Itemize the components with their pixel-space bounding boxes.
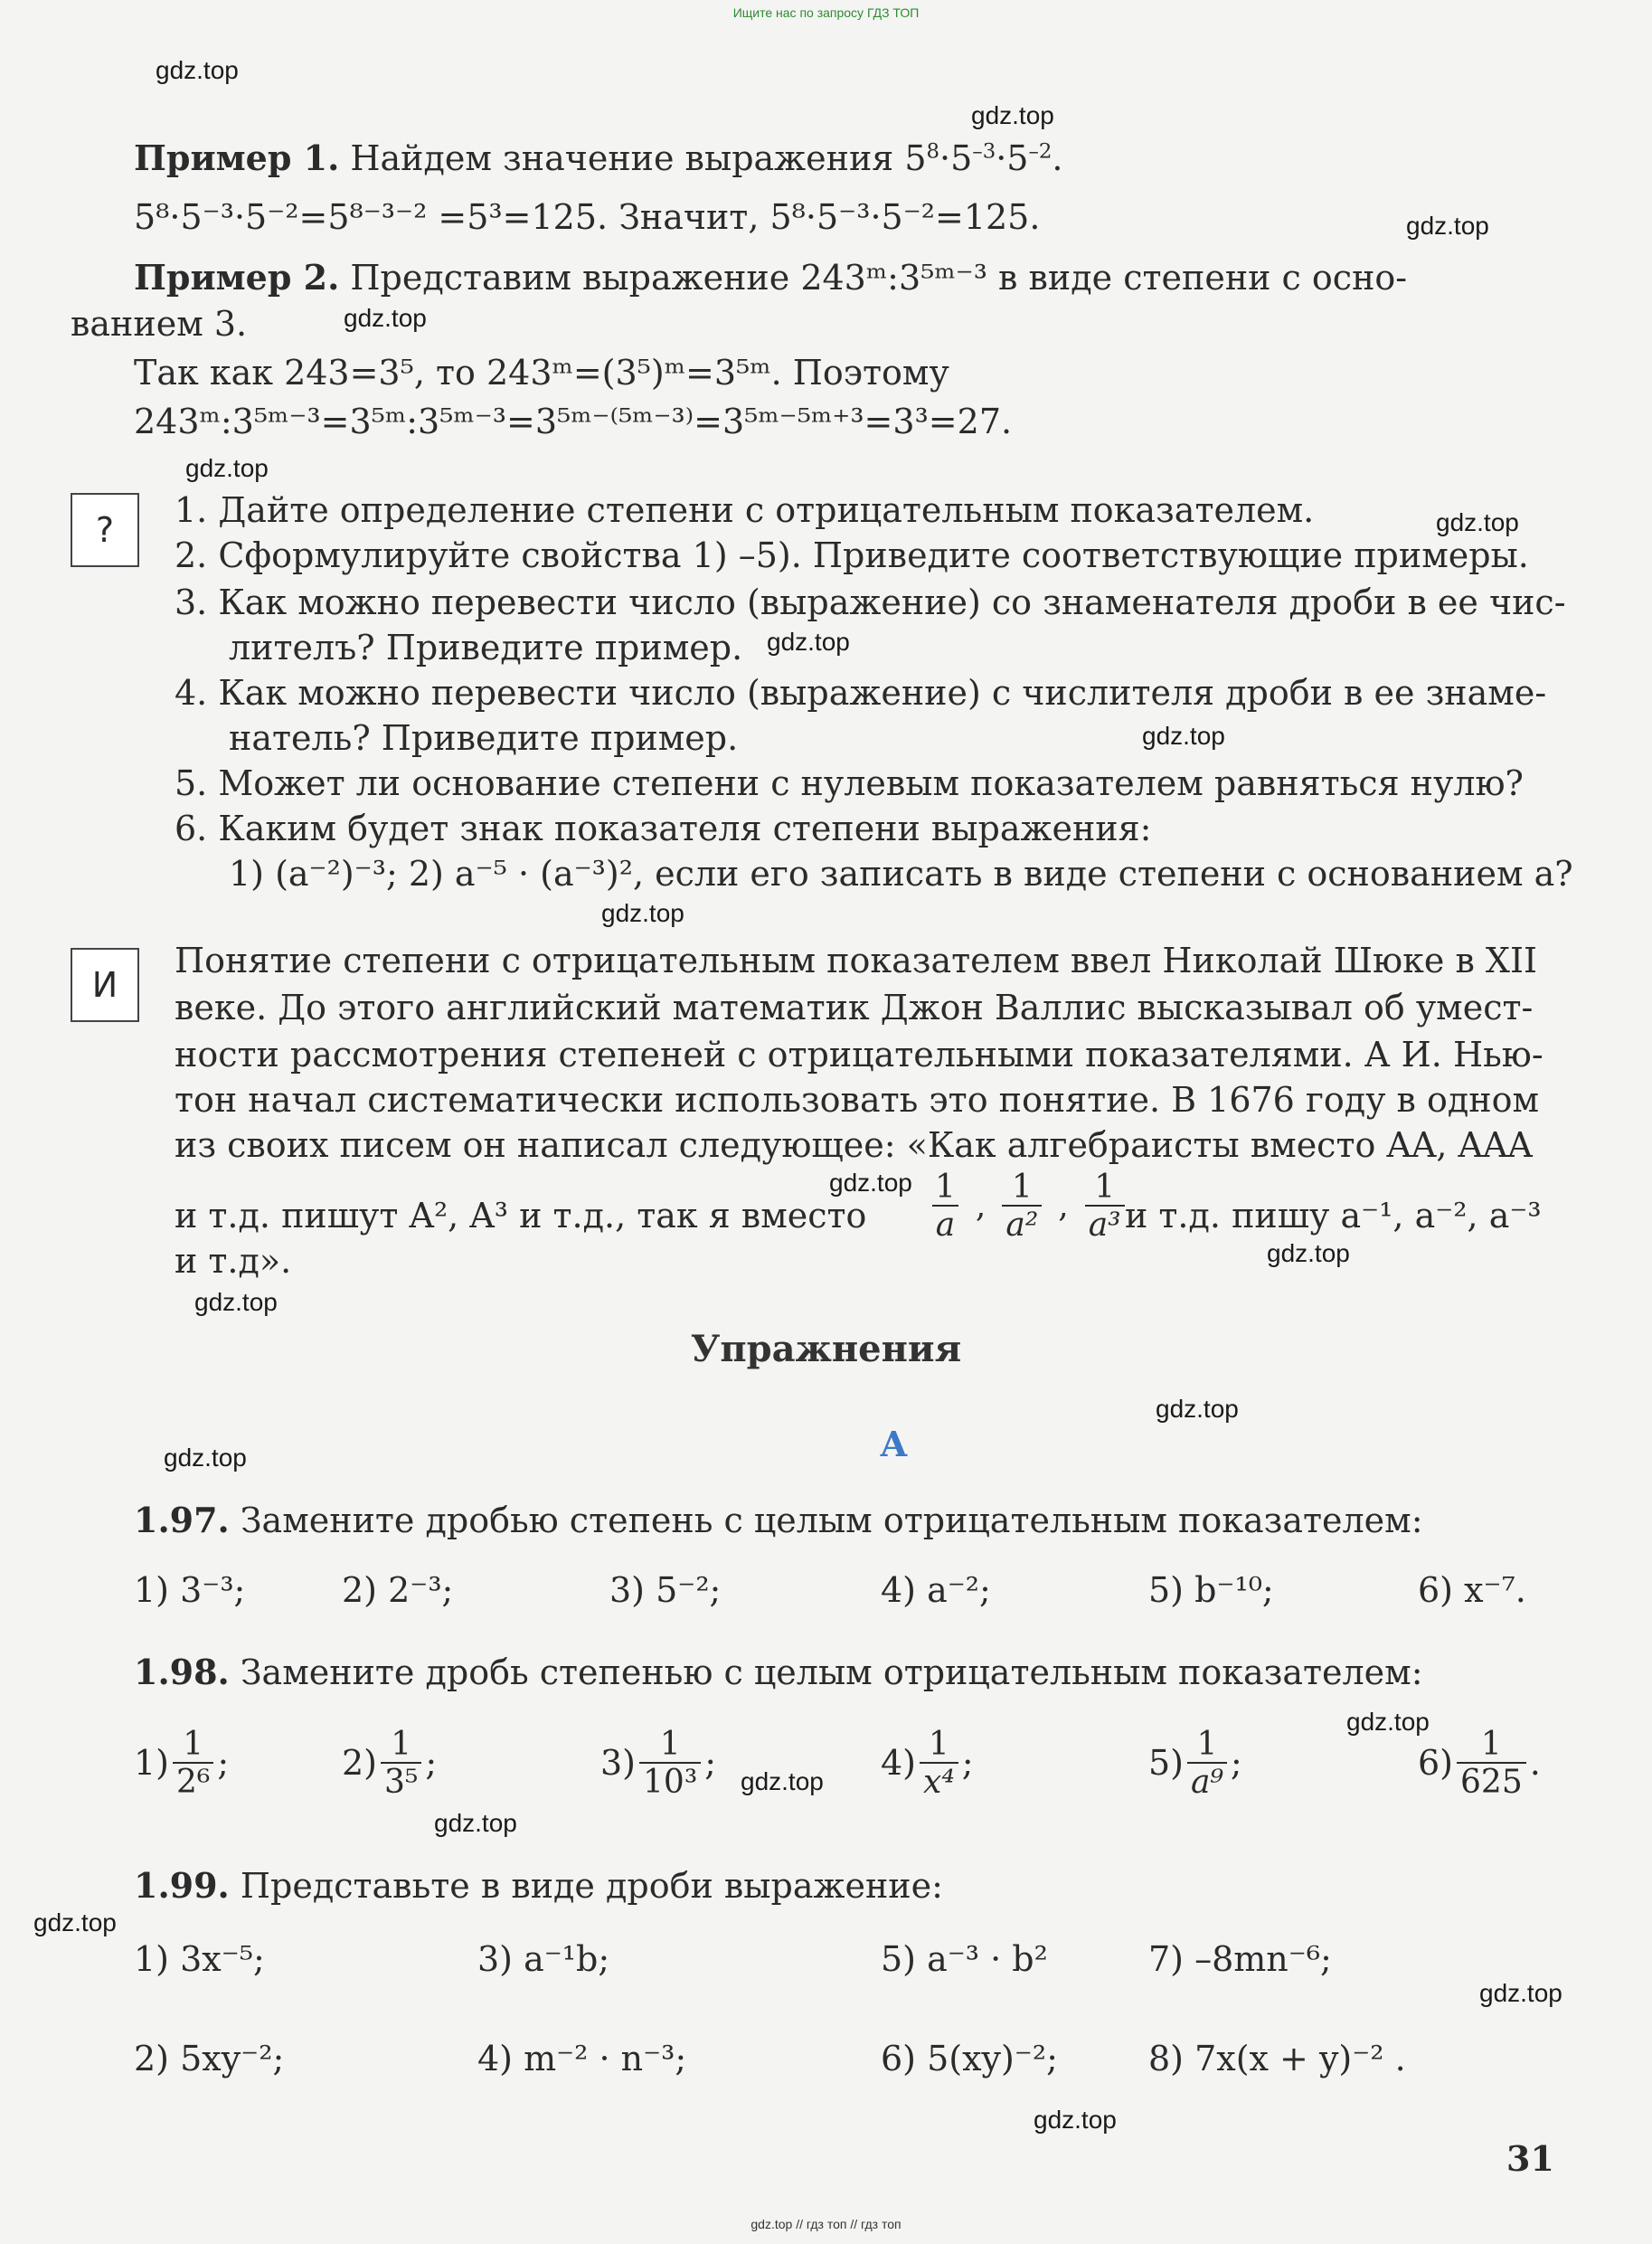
ex99-item: 7) –8mn⁻⁶; (1148, 1939, 1332, 1979)
ex99-number: 1.99. (134, 1865, 230, 1906)
ex99-item: 2) 5xy⁻²; (134, 2039, 285, 2078)
history-line4: тон начал систематически использовать это понятие. В 1676 году в одном (175, 1080, 1540, 1120)
history-line6-end: и т.д. пишу a⁻¹, a⁻², a⁻³ (1125, 1196, 1542, 1236)
top-banner: Ищите нас по запросу ГДЗ ТОП (732, 5, 920, 20)
ex99-item: 4) m⁻² · n⁻³; (477, 2039, 687, 2078)
watermark: gdz.top (1156, 1395, 1239, 1423)
ex97-text: Замените дробью степень с целым отрицательным показателем: (229, 1501, 1423, 1540)
ex99-item: 3) a⁻¹b; (477, 1939, 610, 1979)
ex98-item: 6) $\frac{1}{625}$ . (1418, 1726, 1541, 1801)
ex97-item: 4) a⁻²; (881, 1570, 991, 1610)
question-3-cont: лителъ? Приведите пример. (229, 628, 743, 668)
ex98-number: 1.98. (134, 1652, 230, 1692)
question-2: 2. Сформулируйте свойства 1) –5). Приведите соответствующие примеры. (175, 535, 1529, 575)
ex99-title-line (134, 1865, 943, 1908)
question-6: 6. Каким будет знак показателя степени выражения: (175, 809, 1152, 848)
ex97-item: 5) b⁻¹⁰; (1148, 1570, 1274, 1610)
ex98-text: Замените дробь степенью с целым отрицательным показателем: (229, 1652, 1423, 1692)
question-6-cont: 1) (a⁻²)⁻³; 2) a⁻⁵ · (a⁻³)², если его записать в виде степени с основанием a? (229, 854, 1573, 894)
ex99-item: 6) 5(xy)⁻²; (881, 2039, 1058, 2078)
watermark: gdz.top (1479, 1979, 1562, 2007)
ex97-item: 6) x⁻⁷. (1418, 1570, 1526, 1610)
watermark: gdz.top (1142, 722, 1225, 750)
watermark: gdz.top (767, 628, 850, 656)
watermark: gdz.top (741, 1767, 824, 1795)
ex98-item: 2) $\frac{1}{\text{3⁵}}$ ; (342, 1726, 438, 1801)
watermark: gdz.top (1346, 1708, 1430, 1736)
bottom-banner: gdz.top // гдз топ // гдз топ (750, 2217, 902, 2231)
watermark: gdz.top (33, 1908, 117, 1936)
watermark: gdz.top (829, 1169, 912, 1197)
ex99-text: Представьте в виде дроби выражение: (229, 1866, 943, 1906)
history-line7: и т.д». (175, 1241, 292, 1281)
history-fraction: $\frac{1}{\text{a²}}$ (1002, 1170, 1042, 1243)
ex97-item: 3) 5⁻²; (609, 1570, 722, 1610)
history-line2: веке. До этого английский математик Джон Валлис высказывал об умест- (175, 988, 1534, 1027)
history-line6: и т.д. пишут A², A³ и т.д., так я вместо (175, 1196, 867, 1236)
ex98-item: 5) $\frac{1}{\text{a⁹}}$ ; (1148, 1726, 1242, 1801)
example1-text: Найдем значение выражения 5 (339, 138, 927, 178)
watermark: gdz.top (1436, 508, 1519, 536)
watermark: gdz.top (185, 454, 269, 482)
example1-line2: 5⁸·5⁻³·5⁻²=5⁸⁻³⁻² =5³=125. Значит, 5⁸·5⁻³·5⁻²=125. (134, 197, 1041, 237)
question-4: 4. Как можно перевести число (выражение) с числителя дроби в ее знаме- (175, 673, 1547, 713)
ex98-item: 3) $\frac{1}{\text{10³}}$ ; (600, 1726, 717, 1801)
watermark: gdz.top (156, 56, 239, 84)
history-line5: из своих писем он написал следующее: «Как алгебраисты вместо AA, AAA (175, 1125, 1533, 1165)
watermark: gdz.top (434, 1809, 517, 1837)
watermark: gdz.top (601, 899, 684, 927)
question-4-cont: натель? Приведите пример. (229, 718, 739, 758)
ex98-item: 4) $\frac{1}{\text{x⁴}}$ ; (881, 1726, 974, 1801)
ex99-item: 5) a⁻³ · b² (881, 1939, 1048, 1979)
watermark: gdz.top (344, 304, 427, 332)
history-fraction: $\frac{1}{a}$ (931, 1170, 959, 1243)
example1-label: Пример 1. (134, 137, 340, 178)
watermark: gdz.top (1267, 1239, 1350, 1267)
watermark: gdz.top (971, 101, 1054, 129)
page-number: 31 (1506, 2138, 1554, 2179)
history-box-icon: И (71, 948, 139, 1022)
example2-text: Представим выражение 243ᵐ:3⁵ᵐ⁻³ в виде степени с осно- (339, 258, 1408, 298)
watermark: gdz.top (1034, 2106, 1117, 2134)
history-line1: Понятие степени с отрицательным показателем ввел Николай Шюке в XII (175, 941, 1537, 980)
exercises-title: Упражнения (690, 1328, 962, 1370)
ex99-item: 1) 3x⁻⁵; (134, 1939, 265, 1979)
watermark: gdz.top (1406, 212, 1489, 240)
history-fractions: $\frac{1}{a}$ , $\frac{1}{\text{a²}}$ , $\frac{1}{\text{a³}}$ (928, 1170, 1128, 1243)
ex97-number: 1.97. (134, 1500, 230, 1540)
ex97-item: 1) 3⁻³; (134, 1570, 246, 1610)
example2-line3: Так как 243=3⁵, то 243ᵐ=(3⁵)ᵐ=3⁵ᵐ. Поэтому (134, 353, 949, 393)
section-a-label: А (880, 1424, 908, 1464)
example1-line1: Пример 1. Найдем значение выражения $5^8\cdot 5^{-3}\cdot 5^{-2}$. (134, 137, 1063, 178)
ex97-title-line (134, 1500, 1423, 1542)
watermark: gdz.top (164, 1444, 247, 1472)
example2-line4: 243ᵐ:3⁵ᵐ⁻³=3⁵ᵐ:3⁵ᵐ⁻³=3⁵ᵐ⁻⁽⁵ᵐ⁻³⁾=3⁵ᵐ⁻⁵ᵐ⁺³=3³=27. (134, 402, 1013, 441)
example2-label: Пример 2. (134, 257, 340, 298)
question-3: 3. Как можно перевести число (выражение) со знаменателя дроби в ее чис- (175, 582, 1566, 622)
example2-line2: ванием 3. (71, 304, 248, 344)
ex97-item: 2) 2⁻³; (342, 1570, 454, 1610)
ex98-item: 1) $\frac{1}{\text{2⁶}}$ ; (134, 1726, 230, 1801)
history-fraction: $\frac{1}{\text{a³}}$ (1085, 1170, 1125, 1243)
question-5: 5. Может ли основание степени с нулевым показателем равняться нулю? (175, 763, 1524, 803)
example2-line1 (134, 257, 1407, 299)
history-line3: ности рассмотрения степеней с отрицательными показателями. А И. Нью- (175, 1035, 1543, 1075)
question-1: 1. Дайте определение степени с отрицательным показателем. (175, 490, 1315, 530)
questions-box-icon: ? (71, 493, 139, 567)
ex99-item: 8) 7x(x + y)⁻² . (1148, 2039, 1406, 2078)
ex98-title-line (134, 1652, 1423, 1694)
watermark: gdz.top (194, 1288, 278, 1316)
